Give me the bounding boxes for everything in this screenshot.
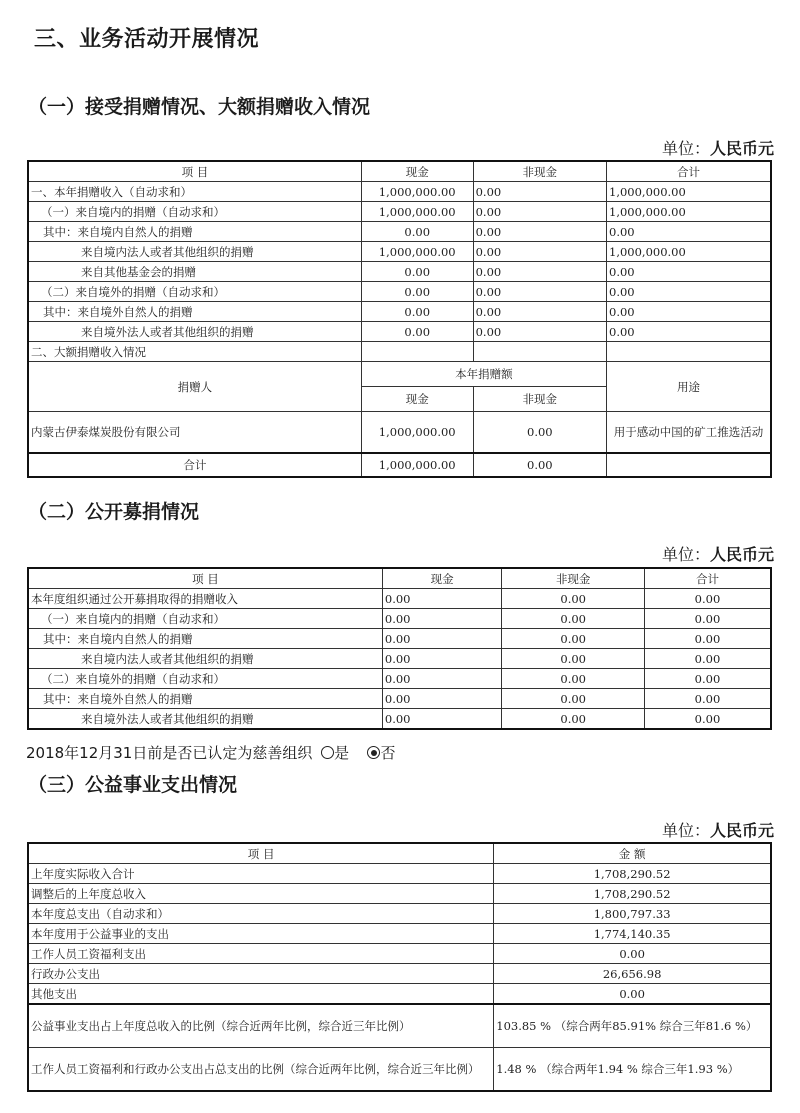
row-noncash: 0.00 — [502, 609, 645, 629]
row-item: 调整后的上年度总收入 — [28, 884, 494, 904]
row-cash: 0.00 — [382, 709, 502, 730]
empty-cell — [473, 342, 606, 362]
row-noncash: 0.00 — [502, 669, 645, 689]
header-total: 合计 — [644, 568, 771, 589]
header-item: 项 目 — [28, 843, 494, 864]
radio-yes-label: 是 — [334, 744, 350, 762]
public-fundraising-table — [27, 567, 772, 730]
unit-prefix: 单位： — [661, 821, 710, 840]
header-item: 项 目 — [28, 568, 382, 589]
table-row — [28, 924, 771, 944]
row-noncash: 0.00 — [473, 302, 606, 322]
table-row — [28, 1048, 771, 1092]
table-row — [28, 412, 771, 454]
radio-no-label: 否 — [380, 744, 396, 762]
row-cash: 0.00 — [382, 609, 502, 629]
row-item: 公益事业支出占上年度总收入的比例（综合近两年比例，综合近三年比例） — [28, 1004, 494, 1048]
row-cash: 0.00 — [382, 669, 502, 689]
row-item: （二）来自境外的捐赠（自动求和） — [28, 282, 361, 302]
unit-prefix: 单位： — [661, 545, 710, 564]
row-cash: 0.00 — [361, 262, 473, 282]
large-header-row — [28, 362, 771, 387]
row-cash: 0.00 — [361, 322, 473, 342]
table-row — [28, 669, 771, 689]
row-amount: 1,708,290.52 — [494, 884, 771, 904]
unit-label-3 — [662, 818, 774, 841]
row-cash: 0.00 — [361, 282, 473, 302]
header-total: 合计 — [607, 161, 772, 182]
header-large-noncash: 非现金 — [473, 387, 606, 412]
row-cash: 1,000,000.00 — [361, 182, 473, 202]
table-row — [28, 322, 771, 342]
row-amount: 26,656.98 — [494, 964, 771, 984]
row-item: 来自境外法人或者其他组织的捐赠 — [28, 709, 382, 730]
row-item: 来自境外法人或者其他组织的捐赠 — [28, 322, 361, 342]
row-amount: 1,800,797.33 — [494, 904, 771, 924]
unit-value: 人民币元 — [709, 545, 774, 564]
table-row — [28, 984, 771, 1005]
row-total: 0.00 — [644, 669, 771, 689]
table-row — [28, 964, 771, 984]
row-total: 1,000,000.00 — [607, 182, 772, 202]
table-header — [28, 161, 771, 182]
large-donation-title: 二、大额捐赠收入情况 — [28, 342, 361, 362]
table-row — [28, 884, 771, 904]
row-item: （一）来自境内的捐赠（自动求和） — [28, 609, 382, 629]
empty-cell — [607, 453, 772, 477]
row-noncash: 0.00 — [473, 262, 606, 282]
row-item: 本年度用于公益事业的支出 — [28, 924, 494, 944]
row-total: 0.00 — [607, 302, 772, 322]
header-noncash: 非现金 — [473, 161, 606, 182]
table-row — [28, 689, 771, 709]
charity-question — [26, 742, 395, 763]
header-large-cash: 现金 — [361, 387, 473, 412]
donation-table — [27, 160, 772, 478]
unit-label-1 — [662, 136, 774, 159]
row-noncash: 0.00 — [502, 629, 645, 649]
row-cash: 0.00 — [382, 589, 502, 609]
donor-cash: 1,000,000.00 — [361, 412, 473, 454]
empty-cell — [361, 342, 473, 362]
row-item: （二）来自境外的捐赠（自动求和） — [28, 669, 382, 689]
table-header — [28, 568, 771, 589]
row-item: 来自境内法人或者其他组织的捐赠 — [28, 242, 361, 262]
row-total: 0.00 — [644, 689, 771, 709]
row-amount: 1,708,290.52 — [494, 864, 771, 884]
empty-cell — [607, 342, 772, 362]
table-row — [28, 904, 771, 924]
total-noncash: 0.00 — [473, 453, 606, 477]
row-item: 工作人员工资福利和行政办公支出占总支出的比例（综合近两年比例，综合近三年比例） — [28, 1048, 494, 1092]
row-item: （一）来自境内的捐赠（自动求和） — [28, 202, 361, 222]
row-cash: 0.00 — [382, 649, 502, 669]
table-row — [28, 242, 771, 262]
table-row — [28, 222, 771, 242]
header-purpose: 用途 — [607, 362, 772, 412]
table-row — [28, 589, 771, 609]
row-total: 0.00 — [644, 629, 771, 649]
row-item: 其他支出 — [28, 984, 494, 1005]
table-row — [28, 609, 771, 629]
table-row — [28, 944, 771, 964]
row-noncash: 0.00 — [502, 589, 645, 609]
row-total: 0.00 — [607, 282, 772, 302]
row-noncash: 0.00 — [502, 649, 645, 669]
donor-purpose: 用于感动中国的矿工推选活动 — [607, 412, 772, 454]
part1-title: （一）接受捐赠情况、大额捐赠收入情况 — [28, 96, 371, 118]
row-cash: 1,000,000.00 — [361, 242, 473, 262]
unit-label-2 — [662, 542, 774, 565]
header-cash: 现金 — [361, 161, 473, 182]
header-amount: 本年捐赠额 — [361, 362, 606, 387]
header-item: 项 目 — [28, 161, 361, 182]
table-row — [28, 709, 771, 730]
charity-question-text: 2018年12月31日前是否已认定为慈善组织 — [26, 744, 313, 762]
table-row — [28, 302, 771, 322]
row-noncash: 0.00 — [502, 709, 645, 730]
row-total: 0.00 — [644, 609, 771, 629]
radio-no[interactable] — [367, 746, 380, 759]
section-title: 三、业务活动开展情况 — [34, 27, 260, 52]
table-row — [28, 282, 771, 302]
header-donor: 捐赠人 — [28, 362, 361, 412]
row-total: 0.00 — [644, 589, 771, 609]
table-row — [28, 649, 771, 669]
row-total: 0.00 — [607, 322, 772, 342]
row-item: 工作人员工资福利支出 — [28, 944, 494, 964]
header-amount: 金 额 — [494, 843, 771, 864]
total-cash: 1,000,000.00 — [361, 453, 473, 477]
row-noncash: 0.00 — [502, 689, 645, 709]
row-cash: 0.00 — [361, 302, 473, 322]
row-cash: 0.00 — [382, 629, 502, 649]
row-noncash: 0.00 — [473, 282, 606, 302]
row-item: 其中：来自境内自然人的捐赠 — [28, 222, 361, 242]
table-header — [28, 843, 771, 864]
row-total: 1,000,000.00 — [607, 242, 772, 262]
table-row — [28, 1004, 771, 1048]
row-item: 其中：来自境外自然人的捐赠 — [28, 302, 361, 322]
radio-yes[interactable] — [321, 746, 334, 759]
row-amount: 103.85 % （综合两年85.91% 综合三年81.6 %） — [494, 1004, 771, 1048]
header-noncash: 非现金 — [502, 568, 645, 589]
row-item: 其中：来自境外自然人的捐赠 — [28, 689, 382, 709]
table-row — [28, 864, 771, 884]
row-total: 0.00 — [644, 649, 771, 669]
row-cash: 0.00 — [361, 222, 473, 242]
donor-name: 内蒙古伊泰煤炭股份有限公司 — [28, 412, 361, 454]
total-row — [28, 453, 771, 477]
table-row — [28, 202, 771, 222]
row-cash: 1,000,000.00 — [361, 202, 473, 222]
row-total: 1,000,000.00 — [607, 202, 772, 222]
row-noncash: 0.00 — [473, 322, 606, 342]
row-noncash: 0.00 — [473, 222, 606, 242]
row-amount: 0.00 — [494, 944, 771, 964]
row-item: 本年度总支出（自动求和） — [28, 904, 494, 924]
row-item: 其中：来自境内自然人的捐赠 — [28, 629, 382, 649]
row-item: 上年度实际收入合计 — [28, 864, 494, 884]
table-row — [28, 629, 771, 649]
large-donation-title-row — [28, 342, 771, 362]
table-row — [28, 182, 771, 202]
unit-value: 人民币元 — [709, 821, 774, 840]
table-row — [28, 262, 771, 282]
row-total: 0.00 — [607, 262, 772, 282]
row-noncash: 0.00 — [473, 182, 606, 202]
row-amount: 1,774,140.35 — [494, 924, 771, 944]
part2-title: （二）公开募捐情况 — [28, 501, 200, 523]
row-total: 0.00 — [607, 222, 772, 242]
header-cash: 现金 — [382, 568, 502, 589]
row-noncash: 0.00 — [473, 202, 606, 222]
row-item: 本年度组织通过公开募捐取得的捐赠收入 — [28, 589, 382, 609]
unit-prefix: 单位： — [661, 139, 710, 158]
row-item: 来自境内法人或者其他组织的捐赠 — [28, 649, 382, 669]
row-total: 0.00 — [644, 709, 771, 730]
row-noncash: 0.00 — [473, 242, 606, 262]
expenditure-table — [27, 842, 772, 1092]
row-item: 一、本年捐赠收入（自动求和） — [28, 182, 361, 202]
row-cash: 0.00 — [382, 689, 502, 709]
row-item: 行政办公支出 — [28, 964, 494, 984]
row-item: 来自其他基金会的捐赠 — [28, 262, 361, 282]
part3-title: （三）公益事业支出情况 — [28, 774, 238, 796]
total-label: 合计 — [28, 453, 361, 477]
donor-noncash: 0.00 — [473, 412, 606, 454]
unit-value: 人民币元 — [709, 139, 774, 158]
row-amount: 0.00 — [494, 984, 771, 1005]
row-amount: 1.48 % （综合两年1.94 % 综合三年1.93 %） — [494, 1048, 771, 1092]
